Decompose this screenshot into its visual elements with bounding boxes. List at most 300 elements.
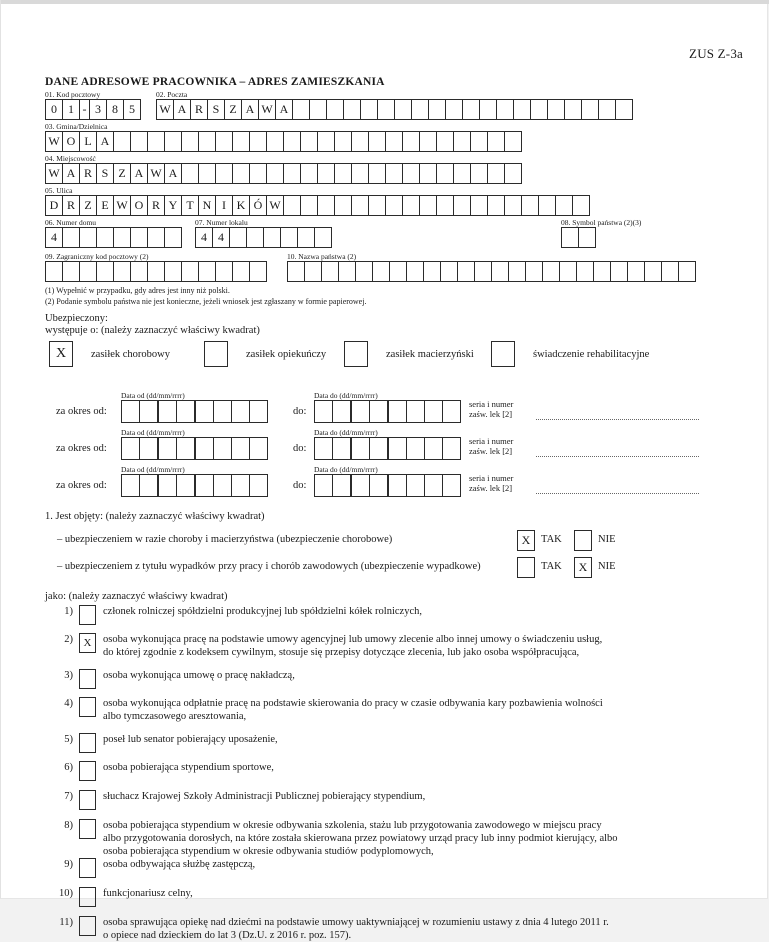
country-name-cells <box>287 261 696 282</box>
house-number-cell[interactable] <box>164 227 182 248</box>
date-cell[interactable] <box>406 400 425 423</box>
post-office-cell[interactable] <box>428 99 446 120</box>
apartment-number-cell[interactable] <box>314 227 332 248</box>
street-label: 05. Ulica <box>45 186 73 195</box>
date-cell[interactable] <box>424 400 443 423</box>
post-office-cell[interactable] <box>394 99 412 120</box>
post-office-cell[interactable] <box>411 99 429 120</box>
role-checkbox[interactable] <box>79 697 96 717</box>
date-cell[interactable] <box>121 474 140 497</box>
city-cell[interactable] <box>181 163 199 184</box>
street-cell[interactable]: R <box>147 195 165 216</box>
role-checkbox[interactable] <box>79 916 96 936</box>
country-name-cell[interactable] <box>406 261 424 282</box>
street-cell[interactable]: E <box>96 195 114 216</box>
date-from-cells <box>121 437 268 460</box>
district-cell[interactable] <box>215 131 233 152</box>
role-checkbox[interactable] <box>79 819 96 839</box>
date-cell[interactable] <box>387 437 407 460</box>
benefit-checkbox[interactable]: X <box>49 341 73 367</box>
date-cell[interactable] <box>442 437 461 460</box>
country-name-cell[interactable] <box>440 261 458 282</box>
street-cell[interactable] <box>334 195 352 216</box>
district-cell[interactable] <box>181 131 199 152</box>
role-checkbox[interactable] <box>79 790 96 810</box>
city-cell[interactable] <box>266 163 284 184</box>
date-cell[interactable] <box>176 474 195 497</box>
city-cell[interactable] <box>317 163 335 184</box>
post-office-cell[interactable] <box>564 99 582 120</box>
coverage-row <box>45 557 751 579</box>
house-number-cell[interactable]: 4 <box>45 227 63 248</box>
city-cell[interactable] <box>198 163 216 184</box>
postal-code-cell[interactable]: - <box>79 99 90 120</box>
date-cell[interactable] <box>121 400 140 423</box>
street-cell[interactable] <box>436 195 454 216</box>
city-cell[interactable] <box>453 163 471 184</box>
post-office-cell[interactable] <box>292 99 310 120</box>
coverage-text: – ubezpieczeniem w razie choroby i macierzyństwa (ubezpieczenie chorobowe) <box>57 534 393 545</box>
house-number-cell[interactable] <box>79 227 97 248</box>
role-checkbox[interactable] <box>79 887 96 907</box>
post-office-cell[interactable] <box>445 99 463 120</box>
country-name-cell[interactable] <box>287 261 305 282</box>
role-item <box>45 633 751 659</box>
date-cell[interactable] <box>231 437 250 460</box>
date-cell[interactable] <box>231 474 250 497</box>
date-cell[interactable] <box>249 400 268 423</box>
district-cell[interactable] <box>266 131 284 152</box>
post-office-cell[interactable] <box>360 99 378 120</box>
district-cell[interactable] <box>351 131 369 152</box>
post-office-cell[interactable] <box>513 99 531 120</box>
date-cell[interactable] <box>350 474 370 497</box>
postal-code-cells <box>45 99 141 120</box>
postal-code-cell[interactable]: 3 <box>89 99 107 120</box>
role-checkbox[interactable] <box>79 761 96 781</box>
street-cell[interactable] <box>300 195 318 216</box>
city-cell[interactable] <box>487 163 505 184</box>
district-cell[interactable] <box>470 131 488 152</box>
field-district <box>45 122 751 152</box>
foreign-postal-code-cell[interactable] <box>113 261 131 282</box>
series-number-fill-line[interactable] <box>536 493 699 494</box>
post-office-cell[interactable] <box>309 99 327 120</box>
role-text: osoba wykonująca odpłatnie pracę na podstawie skierowania do pracy w czasie odbywania kary pozbawienia wolności albo tymczasowego aresztowania, <box>103 698 603 722</box>
series-number-fill-line[interactable] <box>536 419 699 420</box>
role-checkbox[interactable]: X <box>79 633 96 653</box>
district-cell[interactable] <box>487 131 505 152</box>
foreign-postal-code-cell[interactable] <box>232 261 250 282</box>
city-cell[interactable] <box>470 163 488 184</box>
country-symbol-cells <box>561 227 641 248</box>
country-name-cell[interactable] <box>355 261 373 282</box>
tak-label: TAK <box>541 561 562 572</box>
period-to-label: do: <box>293 406 307 417</box>
role-text: słuchacz Krajowej Szkoły Administracji Publicznej pobierający stypendium, <box>103 791 426 802</box>
country-name-label: 10. Nazwa państwa (2) <box>287 252 357 261</box>
benefit-checkbox[interactable] <box>491 341 515 367</box>
country-symbol-cell[interactable] <box>561 227 579 248</box>
period-to-label: do: <box>293 480 307 491</box>
street-cell[interactable] <box>368 195 386 216</box>
date-cell[interactable] <box>157 400 177 423</box>
country-name-cell[interactable] <box>372 261 390 282</box>
street-cell[interactable]: O <box>130 195 148 216</box>
benefit-label: świadczenie rehabilitacyjne <box>533 348 650 360</box>
role-number: 4) <box>64 698 73 709</box>
role-item <box>45 916 751 942</box>
house-number-cell[interactable] <box>113 227 131 248</box>
street-cell[interactable] <box>317 195 335 216</box>
nie-checkbox[interactable] <box>574 530 592 551</box>
period-row <box>45 428 751 465</box>
city-cell[interactable]: W <box>45 163 63 184</box>
apartment-number-cell[interactable]: 4 <box>212 227 230 248</box>
city-cell[interactable] <box>436 163 454 184</box>
date-cell[interactable] <box>332 474 351 497</box>
date-cell[interactable] <box>121 437 140 460</box>
house-number-cell[interactable] <box>147 227 165 248</box>
benefit-option <box>491 341 649 367</box>
street-cell[interactable] <box>402 195 420 216</box>
date-format-label: Data do (dd/mm/rrrr) <box>314 465 378 474</box>
district-cell[interactable] <box>232 131 250 152</box>
district-cell[interactable] <box>334 131 352 152</box>
role-number: 5) <box>64 734 73 745</box>
post-office-cell[interactable] <box>462 99 480 120</box>
benefit-checkbox[interactable] <box>204 341 228 367</box>
city-cell[interactable] <box>334 163 352 184</box>
district-cell[interactable] <box>198 131 216 152</box>
apartment-number-cell[interactable] <box>263 227 281 248</box>
foreign-postal-code-cell[interactable] <box>215 261 233 282</box>
district-cell[interactable] <box>300 131 318 152</box>
street-cell[interactable]: Ó <box>249 195 267 216</box>
country-name-cell[interactable] <box>321 261 339 282</box>
foreign-postal-code-cell[interactable] <box>249 261 267 282</box>
district-cell[interactable] <box>453 131 471 152</box>
benefit-label: zasiłek macierzyński <box>386 348 474 360</box>
footnote-1: (1) Wypełnić w przypadku, gdy adres jest inny niż polski. <box>45 286 230 295</box>
country-name-cell[interactable] <box>389 261 407 282</box>
post-office-cell[interactable]: W <box>156 99 174 120</box>
date-cell[interactable] <box>369 437 388 460</box>
district-cell[interactable] <box>368 131 386 152</box>
series-number-label: seria i numer zaśw. lek [2] <box>469 473 514 493</box>
foreign-postal-code-cell[interactable] <box>198 261 216 282</box>
street-cell[interactable]: R <box>62 195 80 216</box>
date-format-label: Data od (dd/mm/rrrr) <box>121 391 185 400</box>
country-name-cell[interactable] <box>627 261 645 282</box>
nie-checkbox[interactable]: X <box>574 557 592 578</box>
country-name-cell[interactable] <box>576 261 594 282</box>
field-street <box>45 186 751 216</box>
post-office-cell[interactable] <box>343 99 361 120</box>
date-cell[interactable] <box>332 437 351 460</box>
date-cell[interactable] <box>157 437 177 460</box>
role-number: 2) <box>64 634 73 645</box>
district-cell[interactable] <box>130 131 148 152</box>
street-cell[interactable] <box>555 195 573 216</box>
post-office-cell[interactable] <box>326 99 344 120</box>
date-cell[interactable] <box>213 400 232 423</box>
district-cell[interactable] <box>249 131 267 152</box>
street-cell[interactable]: Y <box>164 195 182 216</box>
benefit-label: zasiłek opiekuńczy <box>246 348 327 360</box>
date-cell[interactable] <box>369 474 388 497</box>
post-office-cell[interactable]: W <box>258 99 276 120</box>
street-cell[interactable] <box>453 195 471 216</box>
district-cell[interactable] <box>402 131 420 152</box>
city-cell[interactable] <box>300 163 318 184</box>
district-cell[interactable]: A <box>96 131 114 152</box>
date-cell[interactable] <box>406 437 425 460</box>
country-name-cell[interactable] <box>593 261 611 282</box>
date-cell[interactable] <box>314 400 333 423</box>
foreign-postal-code-cell[interactable] <box>181 261 199 282</box>
coverage-text: – ubezpieczeniem z tytułu wypadków przy pracy i chorób zawodowych (ubezpieczenie wypadkowe) <box>57 561 481 572</box>
country-name-cell[interactable] <box>423 261 441 282</box>
date-cell[interactable] <box>442 474 461 497</box>
coverage-list <box>45 530 751 579</box>
street-cell[interactable] <box>572 195 590 216</box>
district-cell[interactable]: O <box>62 131 80 152</box>
date-cell[interactable] <box>406 474 425 497</box>
post-office-cell[interactable] <box>581 99 599 120</box>
row-postal-poczta <box>45 90 751 120</box>
city-cell[interactable] <box>402 163 420 184</box>
date-to-cells <box>314 400 461 423</box>
field-post-office <box>156 90 633 120</box>
post-office-cell[interactable]: A <box>275 99 293 120</box>
period-from-label: za okres od: <box>56 480 107 491</box>
role-checkbox[interactable] <box>79 605 96 625</box>
district-cell[interactable] <box>504 131 522 152</box>
apartment-number-cell[interactable] <box>229 227 247 248</box>
city-cell[interactable]: R <box>79 163 97 184</box>
role-number: 9) <box>64 859 73 870</box>
foreign-postal-code-cell[interactable] <box>164 261 182 282</box>
city-cell[interactable]: A <box>130 163 148 184</box>
street-cell[interactable] <box>470 195 488 216</box>
street-cell[interactable] <box>283 195 301 216</box>
role-text: poseł lub senator pobierający uposażenie, <box>103 734 278 745</box>
date-cell[interactable] <box>194 400 214 423</box>
series-number-fill-line[interactable] <box>536 456 699 457</box>
street-cell[interactable]: W <box>266 195 284 216</box>
role-number: 10) <box>59 888 73 899</box>
country-name-cell[interactable] <box>474 261 492 282</box>
date-cell[interactable] <box>194 437 214 460</box>
country-name-cell[interactable] <box>610 261 628 282</box>
street-cell[interactable] <box>521 195 539 216</box>
district-cell[interactable] <box>147 131 165 152</box>
role-checkbox[interactable] <box>79 669 96 689</box>
period-to-label: do: <box>293 443 307 454</box>
city-cell[interactable]: Z <box>113 163 131 184</box>
date-cell[interactable] <box>213 474 232 497</box>
date-cell[interactable] <box>139 474 158 497</box>
date-cell[interactable] <box>213 437 232 460</box>
date-cell[interactable] <box>314 437 333 460</box>
city-cell[interactable]: A <box>62 163 80 184</box>
district-cell[interactable] <box>317 131 335 152</box>
street-cell[interactable]: D <box>45 195 63 216</box>
apartment-number-cell[interactable] <box>246 227 264 248</box>
street-cell[interactable]: T <box>181 195 199 216</box>
foreign-postal-code-cells <box>45 261 267 282</box>
country-name-cell[interactable] <box>457 261 475 282</box>
street-cell[interactable]: Z <box>79 195 97 216</box>
role-text: osoba odbywająca służbę zastępczą, <box>103 859 256 870</box>
city-cell[interactable] <box>249 163 267 184</box>
postal-code-cell[interactable]: 1 <box>62 99 80 120</box>
apartment-number-cell[interactable] <box>297 227 315 248</box>
house-number-cell[interactable] <box>130 227 148 248</box>
date-cell[interactable] <box>332 400 351 423</box>
city-cell[interactable]: S <box>96 163 114 184</box>
benefit-checkbox[interactable] <box>344 341 368 367</box>
post-office-cell[interactable]: Z <box>224 99 242 120</box>
date-cell[interactable] <box>387 474 407 497</box>
post-office-cell[interactable] <box>377 99 395 120</box>
date-cell[interactable] <box>157 474 177 497</box>
date-cell[interactable] <box>369 400 388 423</box>
post-office-cell[interactable]: R <box>190 99 208 120</box>
postal-code-label: 01. Kod pocztowy <box>45 90 101 99</box>
city-cell[interactable] <box>215 163 233 184</box>
role-checkbox[interactable] <box>79 858 96 878</box>
date-cell[interactable] <box>350 400 370 423</box>
form-content <box>45 76 751 942</box>
country-name-cell[interactable] <box>661 261 679 282</box>
country-name-cell[interactable] <box>678 261 696 282</box>
foreign-postal-code-cell[interactable] <box>79 261 97 282</box>
date-cell[interactable] <box>231 400 250 423</box>
city-cell[interactable] <box>283 163 301 184</box>
post-office-cell[interactable] <box>547 99 565 120</box>
footnote-2: (2) Podanie symbolu państwa nie jest konieczne, jeżeli wniosek jest zgłaszany w formie papierowej. <box>45 296 367 306</box>
foreign-postal-code-cell[interactable] <box>45 261 63 282</box>
district-cell[interactable] <box>283 131 301 152</box>
date-cell[interactable] <box>139 437 158 460</box>
country-name-cell[interactable] <box>338 261 356 282</box>
post-office-cell[interactable] <box>496 99 514 120</box>
date-cell[interactable] <box>350 437 370 460</box>
district-cell[interactable] <box>164 131 182 152</box>
district-cell[interactable] <box>113 131 131 152</box>
date-cell[interactable] <box>314 474 333 497</box>
district-cell[interactable]: L <box>79 131 97 152</box>
street-cell[interactable]: N <box>198 195 216 216</box>
country-name-cell[interactable] <box>304 261 322 282</box>
city-cell[interactable]: A <box>164 163 182 184</box>
date-cell[interactable] <box>176 437 195 460</box>
apartment-number-cell[interactable] <box>280 227 298 248</box>
apartment-number-cells <box>195 227 332 248</box>
city-cell[interactable] <box>368 163 386 184</box>
date-cell[interactable] <box>139 400 158 423</box>
district-cell[interactable] <box>419 131 437 152</box>
apartment-number-cell[interactable]: 4 <box>195 227 213 248</box>
date-cell[interactable] <box>249 474 268 497</box>
nie-label: NIE <box>598 534 616 545</box>
post-office-cell[interactable] <box>530 99 548 120</box>
city-cell[interactable]: W <box>147 163 165 184</box>
coverage-heading: 1. Jest objęty: (należy zaznaczyć właściwy kwadrat) <box>45 511 265 522</box>
street-cell[interactable] <box>419 195 437 216</box>
date-cell[interactable] <box>387 400 407 423</box>
foreign-postal-code-cell[interactable] <box>147 261 165 282</box>
street-cell[interactable]: I <box>215 195 233 216</box>
city-cell[interactable] <box>351 163 369 184</box>
country-name-cell[interactable] <box>491 261 509 282</box>
date-cell[interactable] <box>424 474 443 497</box>
post-office-cell[interactable] <box>598 99 616 120</box>
city-cell[interactable] <box>385 163 403 184</box>
country-name-cell[interactable] <box>644 261 662 282</box>
street-cell[interactable] <box>385 195 403 216</box>
street-cell[interactable] <box>538 195 556 216</box>
tak-checkbox[interactable]: X <box>517 530 535 551</box>
country-name-cell[interactable] <box>525 261 543 282</box>
postal-code-cell[interactable]: 8 <box>106 99 124 120</box>
foreign-postal-code-cell[interactable] <box>62 261 80 282</box>
date-cell[interactable] <box>424 437 443 460</box>
country-name-cell[interactable] <box>559 261 577 282</box>
street-cell[interactable] <box>487 195 505 216</box>
date-cell[interactable] <box>249 437 268 460</box>
city-cell[interactable] <box>232 163 250 184</box>
foreign-postal-code-cell[interactable] <box>130 261 148 282</box>
postal-code-cell[interactable]: 0 <box>45 99 63 120</box>
foreign-postal-code-cell[interactable] <box>96 261 114 282</box>
post-office-cell[interactable]: S <box>207 99 225 120</box>
street-cell[interactable] <box>504 195 522 216</box>
street-cell[interactable] <box>351 195 369 216</box>
tak-checkbox[interactable] <box>517 557 535 578</box>
post-office-cell[interactable] <box>615 99 633 120</box>
country-symbol-cell[interactable] <box>578 227 596 248</box>
post-office-cell[interactable]: A <box>241 99 259 120</box>
field-city <box>45 154 751 184</box>
row-foreign-postal-country <box>45 252 751 284</box>
city-cell[interactable] <box>504 163 522 184</box>
house-number-cell[interactable] <box>96 227 114 248</box>
district-cell[interactable]: W <box>45 131 63 152</box>
city-cell[interactable] <box>419 163 437 184</box>
post-office-cell[interactable] <box>479 99 497 120</box>
date-cell[interactable] <box>194 474 214 497</box>
district-cell[interactable] <box>436 131 454 152</box>
role-heading: jako: (należy zaznaczyć właściwy kwadrat) <box>45 591 228 602</box>
role-checkbox[interactable] <box>79 733 96 753</box>
street-cell[interactable]: K <box>232 195 250 216</box>
house-number-cell[interactable] <box>62 227 80 248</box>
street-cell[interactable]: W <box>113 195 131 216</box>
benefit-option <box>49 341 170 367</box>
date-cell[interactable] <box>442 400 461 423</box>
role-item <box>45 733 751 751</box>
post-office-cell[interactable]: A <box>173 99 191 120</box>
date-cell[interactable] <box>176 400 195 423</box>
district-cell[interactable] <box>385 131 403 152</box>
role-text: osoba pobierająca stypendium w okresie odbywania szkolenia, stażu lub przygotowania zawodowego w miejscu pracy albo przygotowania dorosłych, na które została skierowana przez powiatowy urząd pracy lub inny podmiot kierujący, albo osoba pobierająca stypendium w okresie odbywania studiów podyplomowych, <box>103 820 618 857</box>
country-name-cell[interactable] <box>508 261 526 282</box>
postal-code-cell[interactable]: 5 <box>123 99 141 120</box>
country-name-cell[interactable] <box>542 261 560 282</box>
